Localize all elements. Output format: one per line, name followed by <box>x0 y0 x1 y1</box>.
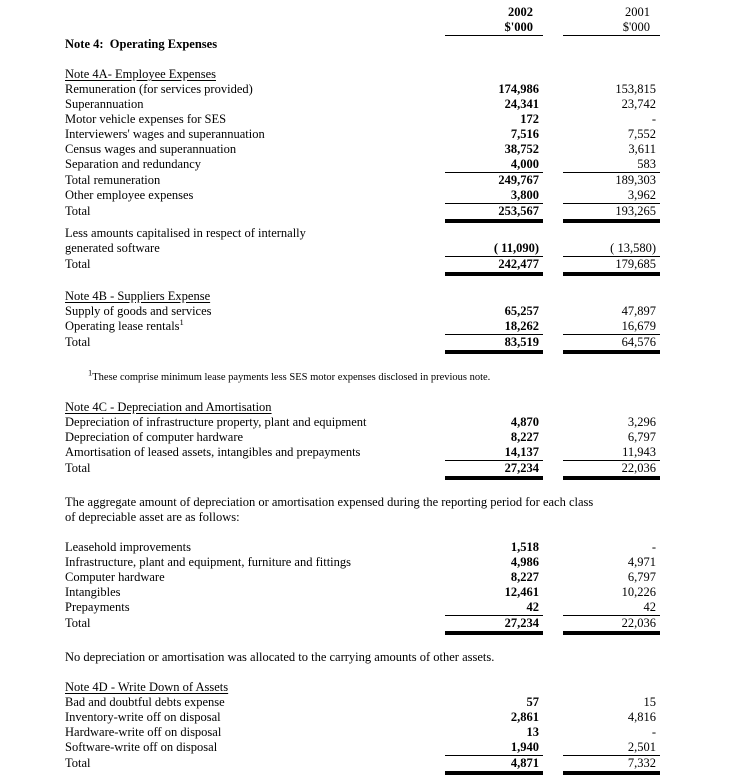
row-label-cell <box>65 570 445 585</box>
value-2001: ( 13,580) <box>563 241 660 257</box>
value-2002: 4,871 <box>445 756 543 773</box>
table-row <box>65 430 660 445</box>
value-2002: 65,257 <box>504 304 539 318</box>
value-2002: 174,986 <box>498 82 539 96</box>
row-label-cell <box>65 335 445 352</box>
row-label: Total <box>65 335 91 349</box>
table-row <box>65 173 660 188</box>
value-2001: 16,679 <box>563 319 660 335</box>
row-label: Other employee expenses <box>65 188 194 202</box>
row-label-cell <box>65 97 445 112</box>
column-gap <box>543 616 563 633</box>
table-row <box>65 740 660 756</box>
row-label-cell <box>65 725 445 740</box>
value-2002: 7,516 <box>510 127 539 141</box>
value-2001: 189,303 <box>615 173 656 187</box>
value-2001: 23,742 <box>621 97 656 111</box>
table-row <box>65 142 660 157</box>
column-header-years <box>65 5 660 20</box>
column-gap <box>543 540 563 555</box>
row-label-cell <box>65 415 445 430</box>
row-label-cell <box>65 695 445 710</box>
table-row <box>65 600 660 616</box>
column-gap <box>543 127 563 142</box>
table-row <box>65 695 660 710</box>
value-2002: 242,477 <box>445 257 543 274</box>
value-2001: 7,332 <box>563 756 660 773</box>
row-label-cell <box>65 188 445 204</box>
row-label: Hardware-write off on disposal <box>65 725 222 739</box>
row-label-cell <box>65 616 445 633</box>
value-2001: 4,816 <box>627 710 656 724</box>
table-row <box>65 257 660 274</box>
value-2002: 8,227 <box>510 430 539 444</box>
value-2001: 7,552 <box>627 127 656 141</box>
row-label: Bad and doubtful debts expense <box>65 695 225 709</box>
row-label-cell <box>65 740 445 756</box>
row-label-cell <box>65 204 445 221</box>
section-heading: Note 4C - Depreciation and Amortisation <box>65 400 272 414</box>
column-gap <box>543 710 563 725</box>
header-spacer <box>65 20 445 36</box>
column-gap <box>543 188 563 204</box>
column-gap <box>543 82 563 97</box>
column-gap <box>543 319 563 335</box>
col-2002-year: 2002 <box>508 5 533 19</box>
section-heading-row <box>65 680 660 695</box>
value-2002: 12,461 <box>504 585 539 599</box>
value-2002: 18,262 <box>445 319 543 335</box>
table-row <box>65 710 660 725</box>
value-2002: 4,986 <box>510 555 539 569</box>
row-label: Total remuneration <box>65 173 161 187</box>
column-gap <box>543 5 563 20</box>
column-gap <box>543 335 563 352</box>
value-2001: 3,611 <box>628 142 656 156</box>
row-label: Motor vehicle expenses for SES <box>65 112 227 126</box>
footnote-text: These comprise minimum lease payments less SES motor expenses disclosed in previous note. <box>92 372 491 383</box>
table-row <box>65 304 660 319</box>
value-2001: 2,501 <box>563 740 660 756</box>
value-2002: 14,137 <box>445 445 543 461</box>
section-heading: Note 4A- Employee Expenses <box>65 67 217 81</box>
row-label: Intangibles <box>65 585 121 599</box>
table-row <box>65 540 660 555</box>
row-label-cell <box>65 304 445 319</box>
value-2001: 193,265 <box>563 204 660 221</box>
table-row <box>65 188 660 204</box>
row-label: Prepayments <box>65 600 130 614</box>
column-gap <box>543 226 563 241</box>
row-label-cell <box>65 142 445 157</box>
note-section <box>65 289 660 352</box>
column-gap <box>543 430 563 445</box>
table-row <box>65 226 660 241</box>
value-2002: 172 <box>520 112 539 126</box>
column-gap <box>543 257 563 274</box>
paragraph <box>65 650 660 665</box>
section-heading: Note 4B - Suppliers Expense <box>65 289 211 303</box>
column-gap <box>543 157 563 173</box>
row-label-cell <box>65 555 445 570</box>
row-label: Amortisation of leased assets, intangibles and prepayments <box>65 445 361 459</box>
value-2001: 4,971 <box>627 555 656 569</box>
value-2002: ( 11,090) <box>445 241 543 257</box>
table-row <box>65 112 660 127</box>
row-label: Total <box>65 204 91 218</box>
footnote-ref: 1 <box>179 316 184 327</box>
value-2002: 42 <box>445 600 543 616</box>
value-2001: 47,897 <box>621 304 656 318</box>
table-row <box>65 585 660 600</box>
value-2001: 6,797 <box>627 570 656 584</box>
column-gap <box>543 20 563 36</box>
column-header-units <box>65 20 660 36</box>
value-2001: 42 <box>563 600 660 616</box>
column-gap <box>543 570 563 585</box>
row-label-cell <box>65 756 445 773</box>
note-section <box>65 680 660 773</box>
value-2002: 3,800 <box>445 188 543 204</box>
table-row <box>65 415 660 430</box>
col-2002-unit: $'000 <box>445 20 543 36</box>
row-label: Operating lease rentals <box>65 319 180 333</box>
value-2001: 3,962 <box>563 188 660 204</box>
row-label-cell <box>65 540 445 555</box>
table-row <box>65 335 660 352</box>
row-label: Census wages and superannuation <box>65 142 237 156</box>
row-label: Total <box>65 461 91 475</box>
paragraph-line: The aggregate amount of depreciation or amortisation expensed during the reporting period for each class <box>65 495 594 509</box>
row-label: Separation and redundancy <box>65 157 202 171</box>
value-2001: 153,815 <box>615 82 656 96</box>
section-heading-row <box>65 67 660 82</box>
column-gap <box>543 241 563 257</box>
row-label-cell <box>65 600 445 616</box>
value-2001: 10,226 <box>621 585 656 599</box>
row-label: Remuneration (for services provided) <box>65 82 253 96</box>
row-label: Inventory-write off on disposal <box>65 710 221 724</box>
table-row <box>65 97 660 112</box>
row-label-cell <box>65 127 445 142</box>
paragraph-line: of depreciable asset are as follows: <box>65 510 240 524</box>
row-label: Leasehold improvements <box>65 540 192 554</box>
row-label-cell <box>65 82 445 97</box>
row-label-cell <box>65 226 445 241</box>
value-2001: 6,797 <box>627 430 656 444</box>
table-row <box>65 127 660 142</box>
table-row <box>65 616 660 633</box>
value-2002: 249,767 <box>498 173 539 187</box>
value-2001: 11,943 <box>563 445 660 461</box>
column-gap <box>543 112 563 127</box>
table-row <box>65 555 660 570</box>
row-label-cell <box>65 445 445 461</box>
row-label: Total <box>65 756 91 770</box>
section-heading: Note 4D - Write Down of Assets <box>65 680 229 694</box>
column-gap <box>543 304 563 319</box>
value-2002: 27,234 <box>445 461 543 478</box>
value-2002: 4,000 <box>445 157 543 173</box>
column-gap <box>543 555 563 570</box>
page-title <box>65 37 660 52</box>
value-2001: 22,036 <box>563 616 660 633</box>
column-gap <box>543 461 563 478</box>
value-2002: 1,518 <box>510 540 539 554</box>
paragraph <box>65 495 660 525</box>
row-label-cell <box>65 157 445 173</box>
row-label: Infrastructure, plant and equipment, furniture and fittings <box>65 555 352 569</box>
column-gap <box>543 585 563 600</box>
row-label: Computer hardware <box>65 570 165 584</box>
column-gap <box>543 600 563 616</box>
note-section <box>65 400 660 478</box>
column-gap <box>543 142 563 157</box>
column-gap <box>543 756 563 773</box>
column-gap <box>543 204 563 221</box>
value-2002 <box>445 226 543 241</box>
footnote <box>65 367 660 385</box>
column-gap <box>543 725 563 740</box>
footnote-marker: 1 <box>88 367 93 378</box>
value-2002: 27,234 <box>445 616 543 633</box>
value-2001 <box>563 226 660 241</box>
row-label: Less amounts capitalised in respect of internally <box>65 226 306 240</box>
row-label-cell <box>65 257 445 274</box>
table-row <box>65 461 660 478</box>
value-2002: 253,567 <box>445 204 543 221</box>
row-label: Interviewers' wages and superannuation <box>65 127 265 141</box>
table-row <box>65 445 660 461</box>
table-row <box>65 316 660 335</box>
row-label-cell <box>65 461 445 478</box>
row-label: generated software <box>65 241 160 255</box>
col-2001-year: 2001 <box>625 5 650 19</box>
header-spacer <box>65 5 445 20</box>
row-label: Depreciation of computer hardware <box>65 430 244 444</box>
section-heading-row <box>65 400 660 415</box>
note-section <box>65 67 660 274</box>
value-2001: - <box>651 725 656 739</box>
column-gap <box>543 695 563 710</box>
row-label-cell <box>65 241 445 257</box>
row-label-cell <box>65 316 445 335</box>
value-2002: 13 <box>526 725 539 739</box>
section-heading-row <box>65 289 660 304</box>
row-label: Superannuation <box>65 97 144 111</box>
paragraph-line: No depreciation or amortisation was allocated to the carrying amounts of other assets. <box>65 650 495 664</box>
value-2001: 22,036 <box>563 461 660 478</box>
table-row <box>65 204 660 221</box>
table-row <box>65 756 660 773</box>
value-2001: - <box>651 540 656 554</box>
row-label-cell <box>65 585 445 600</box>
row-label-cell <box>65 173 445 188</box>
value-2002: 24,341 <box>504 97 539 111</box>
value-2002: 57 <box>526 695 539 709</box>
column-gap <box>543 740 563 756</box>
value-2002: 1,940 <box>445 740 543 756</box>
note-section <box>65 540 660 633</box>
document-body <box>65 67 660 773</box>
table-row <box>65 157 660 173</box>
page-title-text: Note 4: Operating Expenses <box>65 37 218 51</box>
value-2001: 3,296 <box>627 415 656 429</box>
row-label-cell <box>65 112 445 127</box>
row-label: Depreciation of infrastructure property, plant and equipment <box>65 415 367 429</box>
column-gap <box>543 445 563 461</box>
table-row <box>65 82 660 97</box>
value-2002: 4,870 <box>510 415 539 429</box>
value-2002: 8,227 <box>510 570 539 584</box>
value-2001: - <box>651 112 656 126</box>
row-label: Total <box>65 616 91 630</box>
value-2001: 64,576 <box>563 335 660 352</box>
table-row <box>65 725 660 740</box>
row-label: Software-write off on disposal <box>65 740 218 754</box>
col-2001-unit: $'000 <box>563 20 660 36</box>
table-row <box>65 570 660 585</box>
value-2002: 2,861 <box>510 710 539 724</box>
row-label-cell <box>65 710 445 725</box>
table-row <box>65 241 660 257</box>
value-2001: 179,685 <box>563 257 660 274</box>
column-gap <box>543 415 563 430</box>
value-2001: 15 <box>643 695 656 709</box>
row-label: Total <box>65 257 91 271</box>
column-gap <box>543 173 563 188</box>
value-2002: 38,752 <box>504 142 539 156</box>
column-gap <box>543 97 563 112</box>
row-label: Supply of goods and services <box>65 304 212 318</box>
row-label-cell <box>65 430 445 445</box>
value-2001: 583 <box>563 157 660 173</box>
value-2002: 83,519 <box>445 335 543 352</box>
